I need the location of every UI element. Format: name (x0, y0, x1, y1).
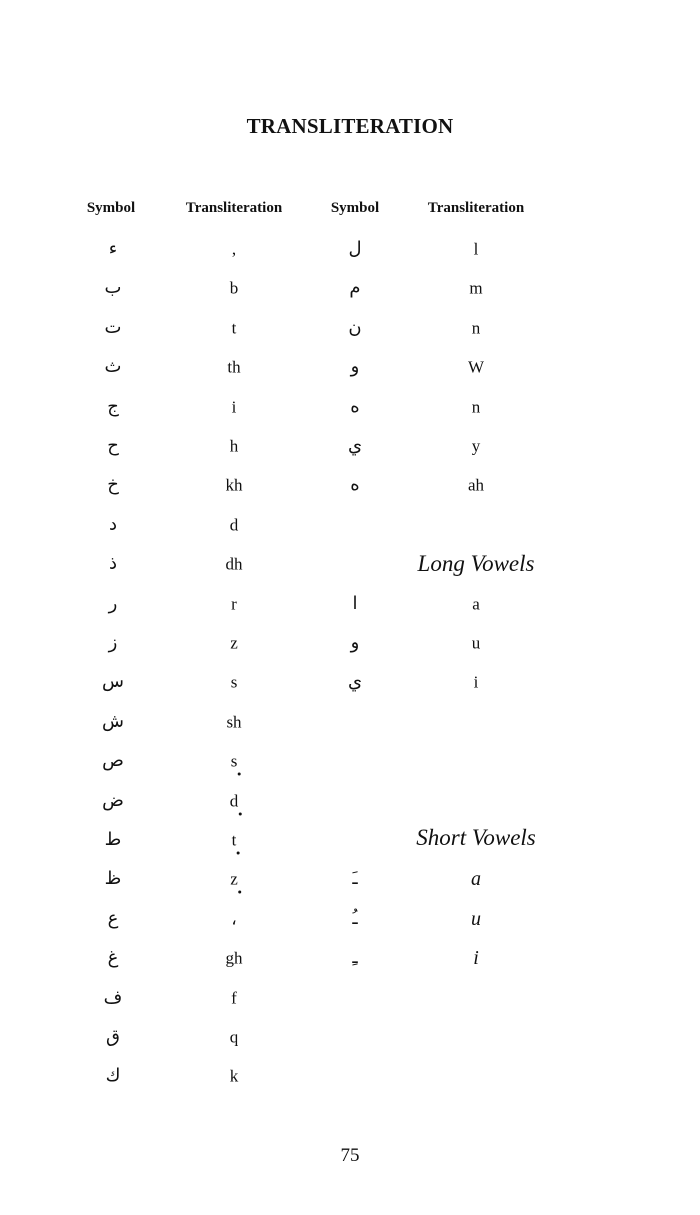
arabic-symbol: ب (104, 277, 122, 299)
short-vowel-transliteration: i (473, 947, 479, 970)
arabic-symbol: ن (348, 316, 362, 338)
arabic-symbol: ج (107, 395, 119, 417)
arabic-symbol: ط (104, 829, 122, 850)
arabic-symbol: ذ (108, 553, 118, 575)
long-vowel-symbol: ي (347, 671, 363, 693)
short-vowels-heading: Short Vowels (416, 825, 536, 850)
header-symbol-right: Symbol (330, 200, 380, 216)
transliteration: , (231, 239, 237, 259)
transliteration: l (473, 239, 479, 259)
arabic-symbol: ل (348, 238, 362, 259)
transliteration-text: t (231, 830, 237, 850)
transliteration: ، (231, 909, 237, 929)
transliteration: b (229, 278, 239, 298)
transliteration (230, 871, 238, 888)
arabic-symbol: خ (107, 474, 119, 496)
transliteration: y (471, 436, 481, 456)
arabic-symbol: ع (107, 907, 119, 929)
transliteration (232, 832, 237, 849)
transliteration: t (231, 318, 237, 338)
long-vowels-heading: Long Vowels (417, 551, 535, 577)
short-vowel-transliteration: a (471, 868, 481, 891)
header-symbol-left: Symbol (86, 200, 136, 216)
arabic-symbol: ض (102, 789, 124, 811)
arabic-symbol: ه (350, 395, 360, 417)
header-transliteration-left: Transliteration (185, 200, 283, 216)
arabic-symbol: ه (350, 474, 360, 496)
transliteration-text: d (229, 791, 239, 811)
page-number: 75 (340, 1145, 360, 1166)
short-vowel-symbol: ـَ (352, 868, 358, 890)
transliteration (231, 753, 238, 770)
long-vowel-transliteration: a (472, 594, 480, 614)
short-vowel-symbol: ـُ (352, 907, 358, 929)
transliteration: th (227, 357, 241, 377)
arabic-symbol: ث (104, 356, 122, 378)
arabic-symbol: ش (102, 710, 124, 732)
transliteration-text: s (230, 751, 238, 771)
transliteration: kh (225, 475, 243, 495)
arabic-symbol: و (350, 356, 360, 378)
short-vowel-transliteration: u (471, 907, 481, 930)
arabic-symbol: ر (108, 592, 118, 614)
arabic-symbol: س (102, 671, 124, 693)
long-vowel-symbol: و (350, 632, 360, 653)
arabic-symbol: ت (104, 316, 122, 338)
transliteration: dh (225, 554, 243, 574)
long-vowel-symbol: ا (352, 592, 358, 614)
arabic-symbol: ك (105, 1065, 121, 1087)
transliteration: h (229, 436, 239, 456)
transliteration: n (471, 318, 481, 338)
arabic-symbol: م (349, 277, 361, 299)
transliteration (230, 792, 239, 809)
transliteration: k (229, 1066, 239, 1086)
transliteration: d (229, 515, 239, 535)
transliteration: ah (467, 475, 485, 495)
transliteration: m (469, 278, 483, 298)
transliteration-text: z (230, 869, 238, 889)
long-vowel-transliteration: u (471, 633, 481, 653)
arabic-symbol: ق (106, 1026, 120, 1047)
transliteration: r (231, 594, 237, 614)
transliteration: z (230, 633, 238, 653)
page-title: TRANSLITERATION (246, 114, 454, 138)
arabic-symbol: ظ (104, 868, 122, 890)
transliteration: s (230, 672, 238, 692)
transliteration: f (231, 988, 237, 1008)
transliteration: W (467, 357, 485, 377)
arabic-symbol: ء (108, 238, 118, 259)
arabic-symbol: ح (107, 435, 119, 456)
transliteration: i (231, 397, 237, 417)
arabic-symbol: ف (103, 986, 123, 1008)
long-vowel-transliteration: i (473, 672, 479, 692)
transliteration: n (471, 397, 481, 417)
arabic-symbol: ي (347, 435, 363, 456)
transliteration: sh (226, 712, 242, 732)
transliteration: q (229, 1027, 239, 1047)
header-transliteration-right: Transliteration (427, 200, 525, 216)
short-vowel-symbol: ـِ (352, 947, 358, 969)
arabic-symbol: د (108, 513, 118, 535)
arabic-symbol: ص (102, 750, 124, 772)
arabic-symbol: غ (107, 947, 119, 969)
arabic-symbol: ز (108, 632, 118, 653)
transliteration: gh (225, 948, 243, 968)
